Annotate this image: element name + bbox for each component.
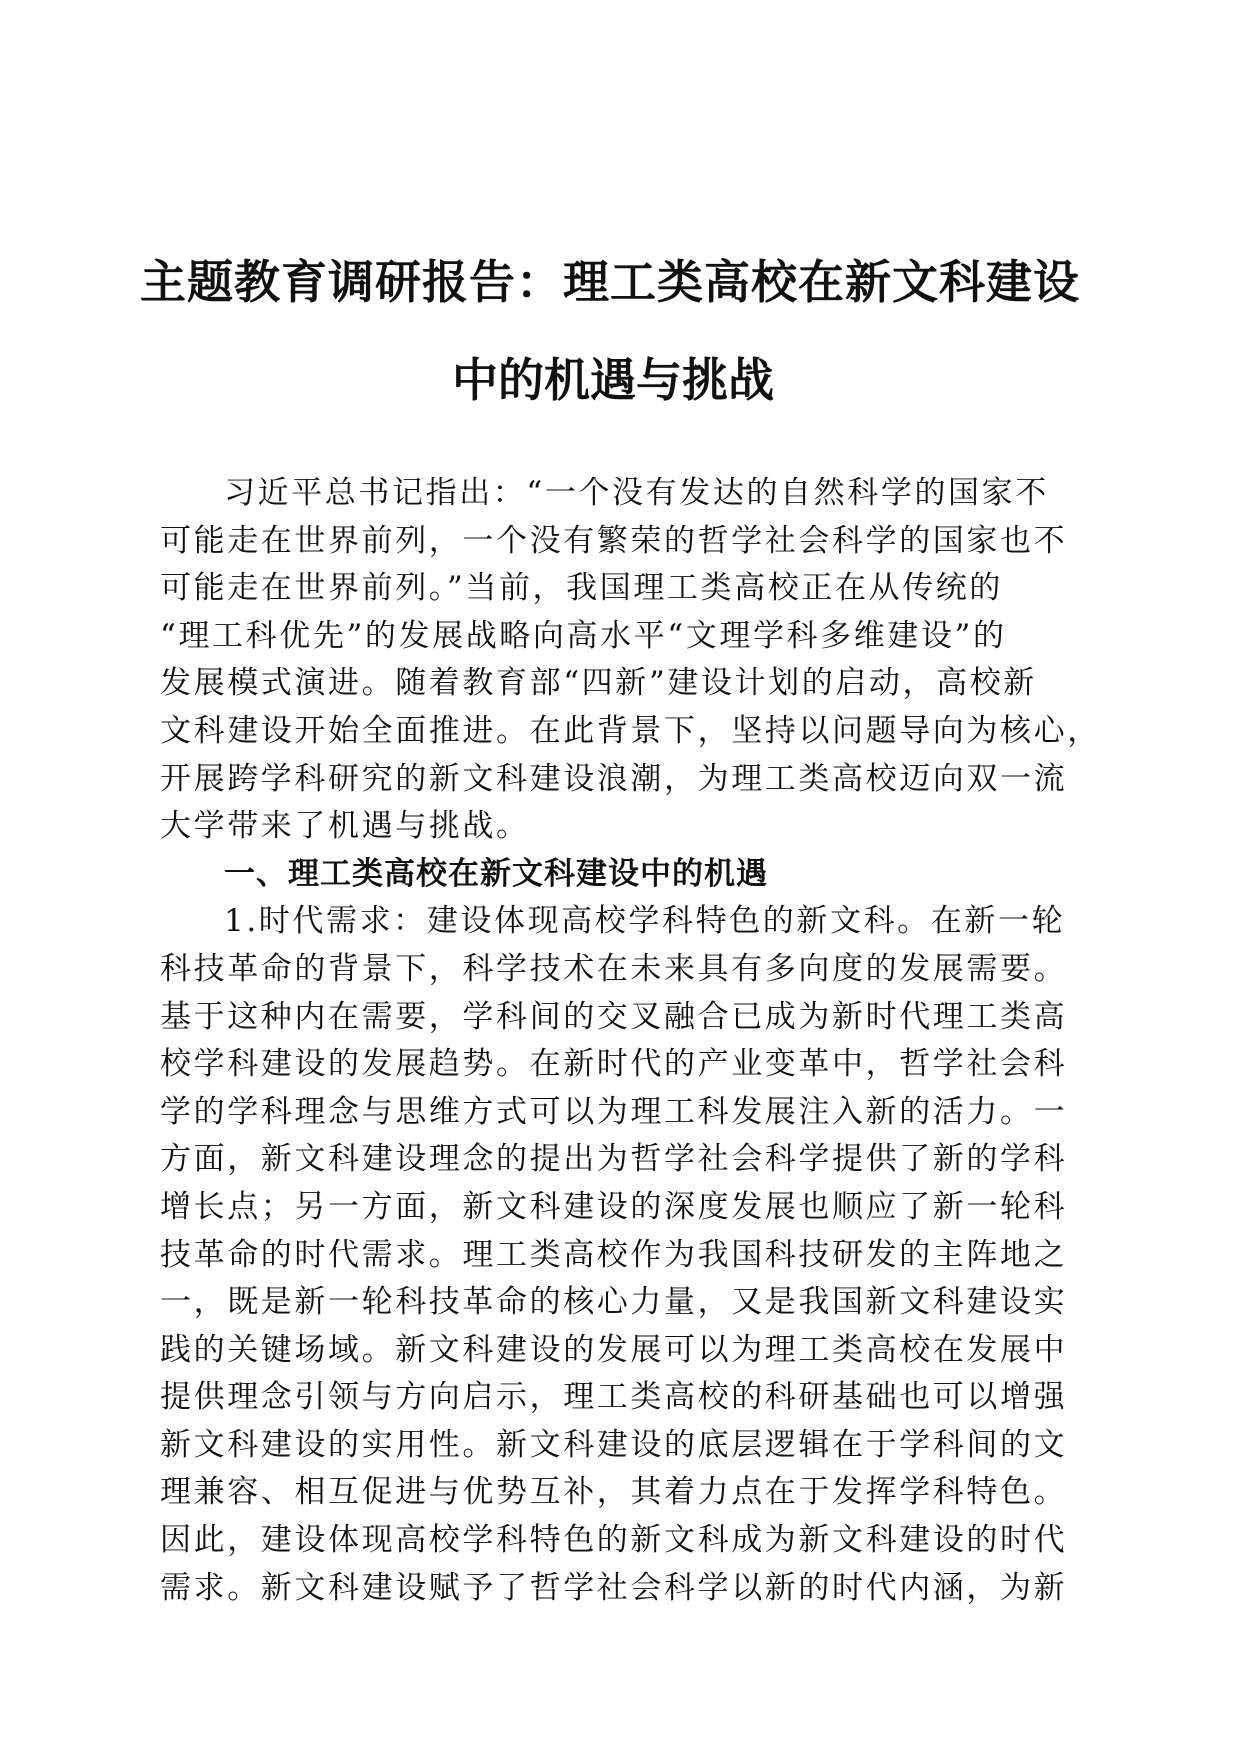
intro-paragraph-line: 可能走在世界前列。”当前，我国理工类高校正在从传统的 <box>160 570 1003 607</box>
intro-paragraph-line: 习近平总书记指出：“一个没有发达的自然科学的国家不 <box>224 475 1049 511</box>
section-paragraph-line: 校学科建设的发展趋势。在新时代的产业变革中，哲学社会科 <box>160 1046 1068 1083</box>
section-paragraph-line: 科技革命的背景下，科学技术在未来具有多向度的发展需要。 <box>160 950 1068 987</box>
section-paragraph-line: 1.时代需求：建设体现高校学科特色的新文科。在新一轮 <box>224 903 1066 940</box>
section-paragraph-line: 提供理念引领与方向启示，理工类高校的科研基础也可以增强 <box>160 1379 1068 1416</box>
intro-paragraph-line: 文科建设开始全面推进。在此背景下，坚持以问题导向为核心， <box>160 712 1101 749</box>
document-body <box>160 470 1101 1612</box>
document-title-line-1: 主题教育调研报告：理工类高校在新文科建设 <box>140 255 1080 309</box>
section-heading: 一、理工类高校在新文科建设中的机遇 <box>224 855 768 892</box>
document-title-line-2: 中的机遇与挑战 <box>452 353 774 407</box>
section-paragraph-line: 方面，新文科建设理念的提出为哲学社会科学提供了新的学科 <box>160 1141 1068 1178</box>
section-paragraph-line: 技革命的时代需求。理工类高校作为我国科技研发的主阵地之 <box>160 1236 1068 1273</box>
section-paragraph-line: 践的关键场域。新文科建设的发展可以为理工类高校在发展中 <box>160 1331 1068 1368</box>
section-paragraph-line: 新文科建设的实用性。新文科建设的底层逻辑在于学科间的文 <box>160 1426 1068 1463</box>
intro-paragraph-line: “理工科优先”的发展战略向高水平“文理学科多维建设”的 <box>160 617 1007 654</box>
section-paragraph-line: 理兼容、相互促进与优势互补，其着力点在于发挥学科特色。 <box>160 1474 1068 1511</box>
intro-paragraph-line: 开展跨学科研究的新文科建设浪潮，为理工类高校迈向双一流 <box>160 760 1068 797</box>
section-paragraph-line: 一，既是新一轮科技革命的核心力量，又是我国新文科建设实 <box>160 1284 1068 1321</box>
intro-paragraph-line: 大学带来了机遇与挑战。 <box>160 808 530 845</box>
section-paragraph-line: 需求。新文科建设赋予了哲学社会科学以新的时代内涵，为新 <box>160 1569 1068 1606</box>
section-paragraph-line: 因此，建设体现高校学科特色的新文科成为新文科建设的时代 <box>160 1522 1068 1559</box>
section-paragraph-line: 基于这种内在需要，学科间的交叉融合已成为新时代理工类高 <box>160 998 1068 1035</box>
section-paragraph-line: 学的学科理念与思维方式可以为理工科发展注入新的活力。一 <box>160 1093 1068 1130</box>
section-paragraph-line: 增长点；另一方面，新文科建设的深度发展也顺应了新一轮科 <box>160 1188 1068 1225</box>
intro-paragraph-line: 可能走在世界前列，一个没有繁荣的哲学社会科学的国家也不 <box>160 522 1068 559</box>
intro-paragraph-line: 发展模式演进。随着教育部“四新”建设计划的启动，高校新 <box>160 665 1037 702</box>
